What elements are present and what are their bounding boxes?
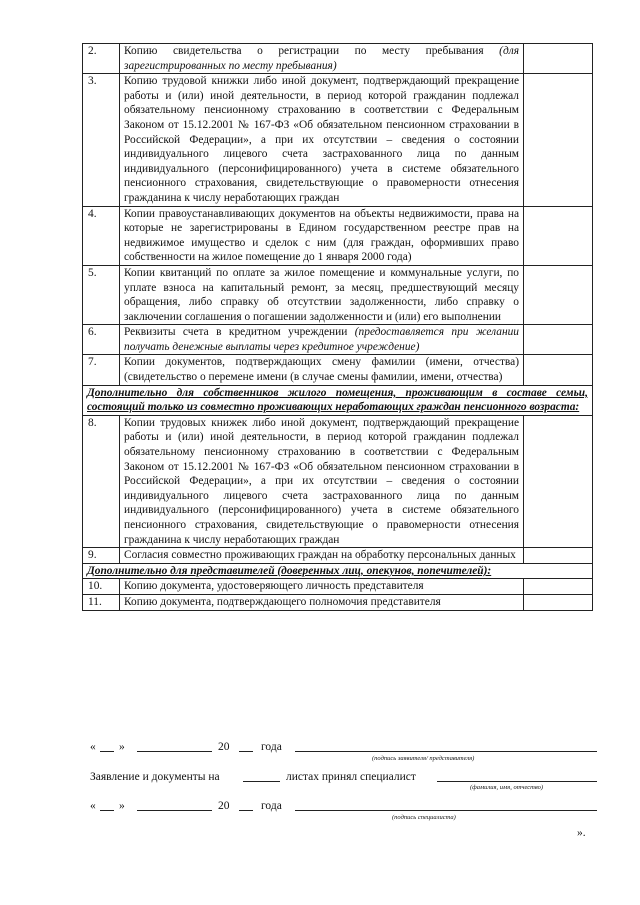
date-open-quote-1: « <box>90 741 96 753</box>
table-row <box>83 74 593 206</box>
table-row <box>83 579 593 595</box>
row-text-main: Копию документа, удостоверяющего личность представителя <box>124 580 424 593</box>
row-text <box>120 265 524 324</box>
row-text-main: Копию документа, подтверждающего полномочия представителя <box>124 595 441 608</box>
row-text-main: Согласия совместно проживающих граждан на обработку персональных данных <box>124 549 516 562</box>
row-mark-cell[interactable] <box>524 265 593 324</box>
row-number: 2. <box>83 44 120 74</box>
row-text <box>120 594 524 610</box>
table-row <box>83 265 593 324</box>
year-line-1[interactable] <box>239 751 253 752</box>
month-line-1[interactable] <box>137 751 212 752</box>
year-prefix-1: 20 <box>218 741 230 753</box>
row-text <box>120 206 524 265</box>
row-number: 6. <box>83 325 120 355</box>
row-number: 9. <box>83 548 120 564</box>
row-mark-cell[interactable] <box>524 74 593 206</box>
table-row <box>83 325 593 355</box>
day-line-2[interactable] <box>100 810 114 811</box>
caption-applicant: (подпись заявителя/ представителя) <box>372 755 475 762</box>
row-mark-cell[interactable] <box>524 206 593 265</box>
table-row <box>83 548 593 564</box>
month-line-2[interactable] <box>137 810 212 811</box>
row-text-main: Копии правоустанавливающих документов на объекты недвижимости, права на которые не зарегистрированы в Едином государственном реестре прав на недвижимое имущество и сделок с ним (для граждан, оформивших право собственности на жилое помещение до 1 января 2000 года) <box>124 207 519 264</box>
row-number: 11. <box>83 594 120 610</box>
row-text <box>120 355 524 385</box>
section-owners-heading: Дополнительно для собственников жилого помещения, проживающим в составе семьи, состоящий только из совместно проживающих неработающих граждан пенсионного возраста: <box>83 385 593 415</box>
row-mark-cell[interactable] <box>524 594 593 610</box>
table-row <box>83 594 593 610</box>
row-text-main: Копии квитанций по оплате за жилое помещение и коммунальные услуги, по уплате взноса на капитальный ремонт, за месяц, предшествующий месяцу обращения, либо справку об отсутствии задолженности, либо справку о заключении соглашения о погашении задолженности и (или) его выполнении <box>124 266 519 323</box>
section-owners-heading-row <box>83 385 593 415</box>
caption-name: (фамилия, имя, отчество) <box>470 784 544 791</box>
row-text-main: Копии документов, подтверждающих смену фамилии (имени, отчества) (свидетельство о перемене имени (в случае смены фамилии, имени, отчества) <box>124 356 519 384</box>
row-mark-cell[interactable] <box>524 325 593 355</box>
closing-quote: ». <box>577 827 586 839</box>
year-prefix-2: 20 <box>218 800 230 812</box>
row-number: 7. <box>83 355 120 385</box>
row-mark-cell[interactable] <box>524 415 593 547</box>
row-mark-cell[interactable] <box>524 548 593 564</box>
sheets-count-line[interactable] <box>243 781 280 782</box>
row-text <box>120 325 524 355</box>
year-word-2: года <box>261 800 282 812</box>
row-text-main: Копию трудовой книжки либо иной документ, подтверждающий прекращение работы и (или) иной деятельности, в период которой гражданин подлежал обязательному пенсионному страхованию в соответствии с Федеральным Законом от 15.12.2001 № 167-ФЗ «Об обязательном пенсионном страховании в Российской Федерации», а при их отсутствии – сведения о состоянии индивидуального лицевого счета застрахованного лица по данным индивидуального (персонифицированного) учета в системе обязательного пенсионного страхования, свидетельствующие о правомерности отнесения гражданина к числу неработающих граждан <box>124 75 519 204</box>
section-representatives-heading: Дополнительно для представителей (доверенных лиц, опекунов, попечителей): <box>83 563 593 579</box>
accepted-middle: листах принял специалист <box>286 771 416 783</box>
row-text-main: Копии трудовых книжек либо иной документ, подтверждающий прекращение работы и (или) иной деятельности, в период которой гражданин подлежал обязательному пенсионному страхованию в соответствии с Федеральным Законом от 15.12.2001 № 167-ФЗ «Об обязательном пенсионном страховании в Российской Федерации», а при их отсутствии – сведения о состоянии индивидуального лицевого счета застрахованного лица по данным индивидуального (персонифицированного) учета в системе обязательного пенсионного страхования, свидетельствующие о правомерности отнесения гражданина к числу неработающих граждан <box>124 416 519 546</box>
year-line-2[interactable] <box>239 810 253 811</box>
section-representatives-heading-row <box>83 563 593 579</box>
table-row <box>83 415 593 547</box>
caption-specialist: (подпись специалиста) <box>392 814 456 821</box>
documents-table <box>82 43 593 611</box>
row-number: 10. <box>83 579 120 595</box>
documents-table-body <box>83 44 593 611</box>
row-note: (для зарегистрированных по месту пребывания) <box>124 45 519 72</box>
row-text-main: Копию свидетельства о регистрации по месту пребывания <box>124 45 484 57</box>
accepted-prefix: Заявление и документы на <box>90 771 220 783</box>
row-number: 4. <box>83 206 120 265</box>
row-text <box>120 44 524 74</box>
row-number: 5. <box>83 265 120 324</box>
date-close-quote-1: » <box>119 741 125 753</box>
specialist-signature-line[interactable] <box>295 810 597 811</box>
row-note: (предоставляется при желании получать денежные выплаты через кредитное учреждение) <box>124 326 519 353</box>
row-text <box>120 74 524 206</box>
row-number: 3. <box>83 74 120 206</box>
date-open-quote-2: « <box>90 800 96 812</box>
row-mark-cell[interactable] <box>524 355 593 385</box>
row-mark-cell[interactable] <box>524 44 593 74</box>
applicant-signature-line[interactable] <box>295 751 597 752</box>
specialist-name-line[interactable] <box>437 781 597 782</box>
row-text <box>120 415 524 547</box>
row-text-main: Реквизиты счета в кредитном учреждении <box>124 326 348 339</box>
table-row <box>83 355 593 385</box>
row-mark-cell[interactable] <box>524 579 593 595</box>
year-word-1: года <box>261 741 282 753</box>
day-line-1[interactable] <box>100 751 114 752</box>
table-row <box>83 44 593 74</box>
row-number: 8. <box>83 415 120 547</box>
row-text <box>120 579 524 595</box>
table-row <box>83 206 593 265</box>
row-text <box>120 548 524 564</box>
date-close-quote-2: » <box>119 800 125 812</box>
